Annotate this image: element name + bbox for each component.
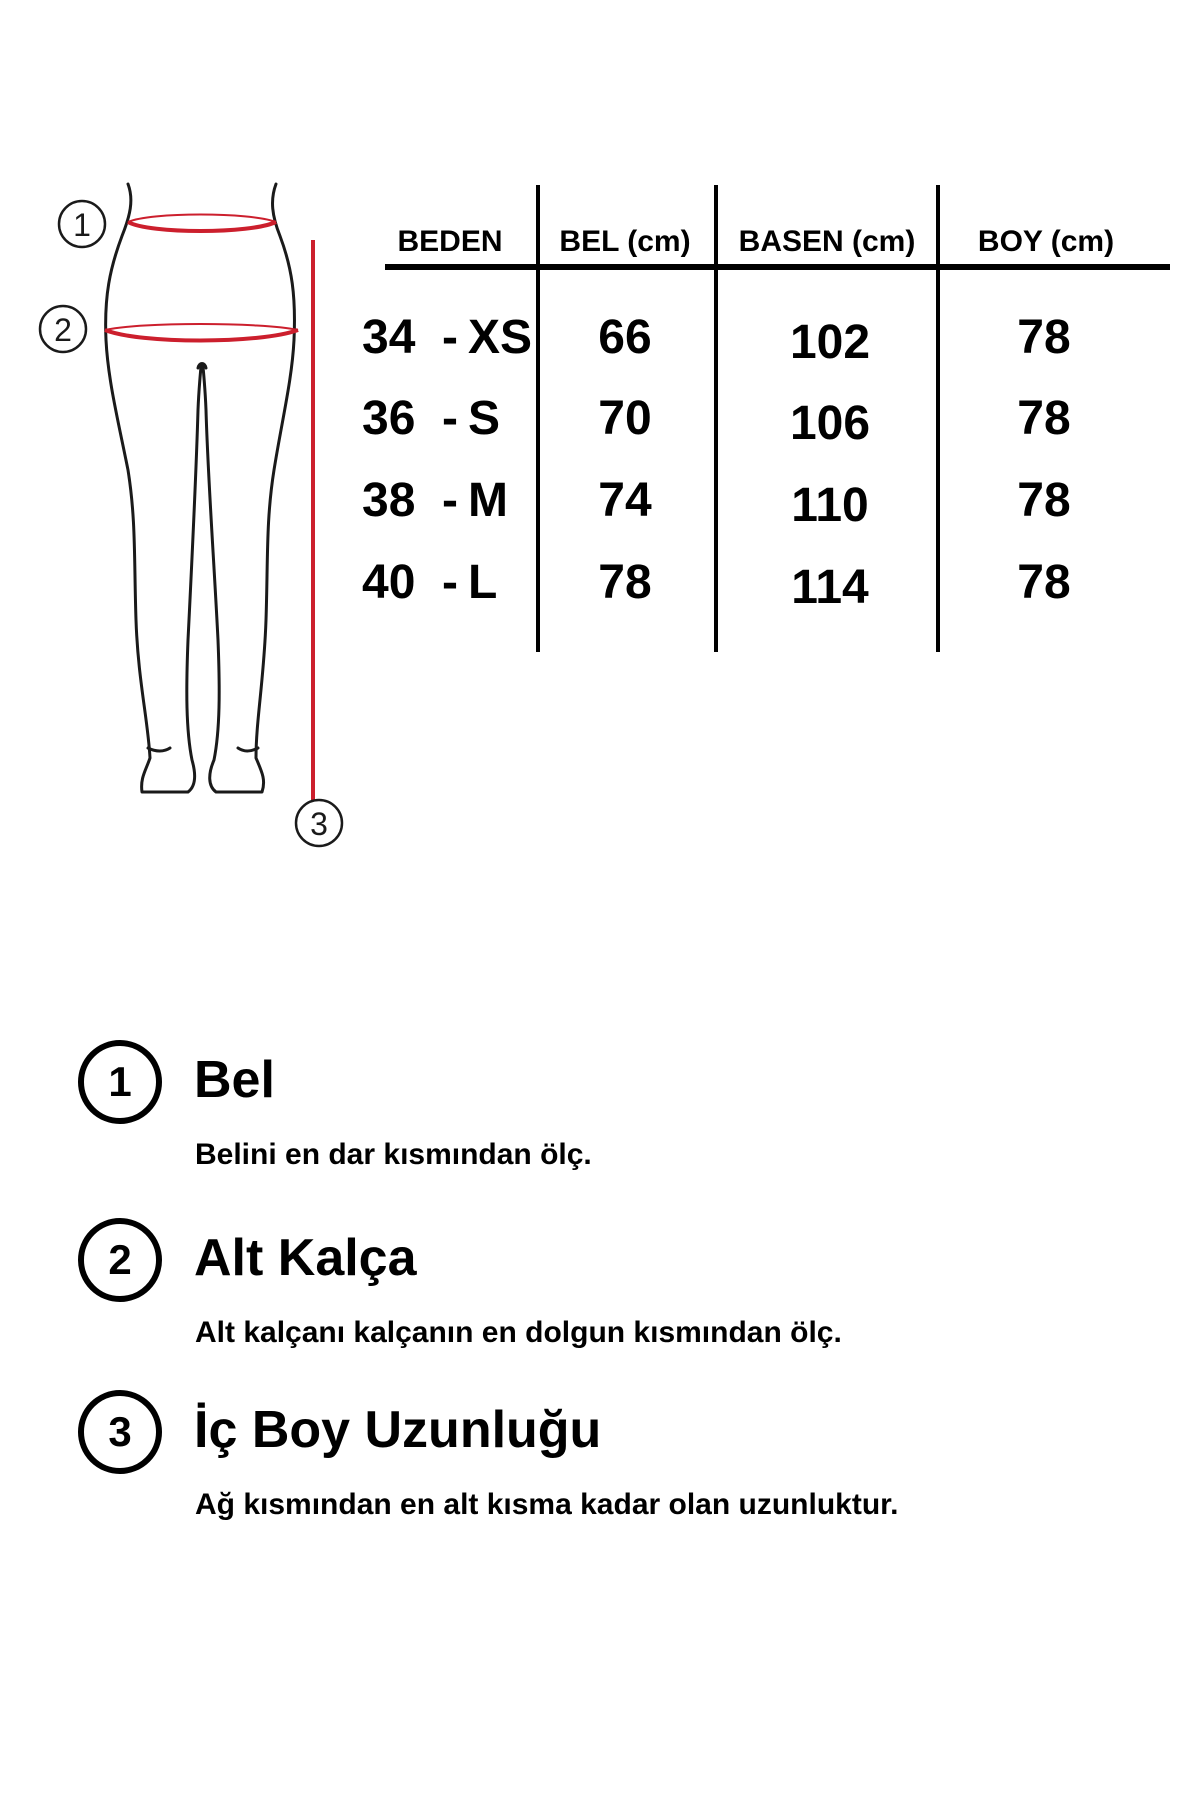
legend-item-alt-kalca <box>0 1218 1200 1368</box>
legend-description: Ağ kısmından en alt kısma kadar olan uzunluktur. <box>195 1488 899 1521</box>
legend-title: İç Boy Uzunluğu <box>194 1401 602 1459</box>
header-underline <box>385 264 1170 270</box>
size-dash: - <box>442 392 458 445</box>
bel-value: 66 <box>598 311 652 364</box>
header-basen: BASEN (cm) <box>738 225 916 258</box>
table-row <box>360 473 1170 543</box>
basen-value: 110 <box>791 479 869 532</box>
marker-3 <box>296 800 342 846</box>
leggings-outline <box>106 184 295 792</box>
size-label: M <box>468 474 508 527</box>
legend-item-ic-boy <box>0 1390 1200 1540</box>
hip-measure-line <box>105 324 298 341</box>
legend-description: Belini en dar kısmından ölç. <box>195 1138 592 1171</box>
table-row <box>360 310 1170 380</box>
legend-number-badge: 2 <box>78 1218 162 1302</box>
bel-value: 70 <box>598 392 652 445</box>
basen-value: 106 <box>789 397 871 450</box>
size-dash: - <box>442 311 458 364</box>
size-number: 36 <box>362 392 416 445</box>
size-number: 34 <box>362 311 416 364</box>
legend-description: Alt kalçanı kalçanın en dolgun kısmından ölç. <box>195 1316 842 1349</box>
boy-value: 78 <box>1017 556 1071 609</box>
legend-number-badge: 3 <box>78 1390 162 1474</box>
marker-3-label: 3 <box>310 806 328 842</box>
basen-value: 102 <box>789 316 871 369</box>
size-dash: - <box>442 556 458 609</box>
marker-2 <box>40 306 86 352</box>
size-number: 40 <box>362 556 416 609</box>
legend-title: Alt Kalça <box>194 1229 417 1287</box>
marker-1 <box>59 201 105 247</box>
marker-2-label: 2 <box>54 312 72 348</box>
legend-title: Bel <box>194 1051 275 1109</box>
leggings-measurement-figure <box>0 0 360 880</box>
size-dash: - <box>442 474 458 527</box>
boy-value: 78 <box>1017 392 1071 445</box>
header-boy: BOY (cm) <box>977 225 1115 258</box>
legend-item-bel <box>0 1040 1200 1190</box>
boy-value: 78 <box>1017 311 1071 364</box>
marker-1-label: 1 <box>73 207 91 243</box>
waist-measure-line <box>128 215 276 232</box>
table-row <box>360 391 1170 461</box>
size-label: XS <box>468 311 533 364</box>
basen-value: 114 <box>791 561 869 614</box>
bel-value: 74 <box>598 474 652 527</box>
legend-number-badge: 1 <box>78 1040 162 1124</box>
size-table <box>360 185 1170 655</box>
boy-value: 78 <box>1017 474 1071 527</box>
size-label: L <box>468 556 498 609</box>
header-beden: BEDEN <box>397 225 503 258</box>
size-label: S <box>468 392 501 445</box>
table-row <box>360 555 1170 625</box>
header-bel: BEL (cm) <box>559 225 691 258</box>
bel-value: 78 <box>598 556 652 609</box>
size-number: 38 <box>362 474 416 527</box>
